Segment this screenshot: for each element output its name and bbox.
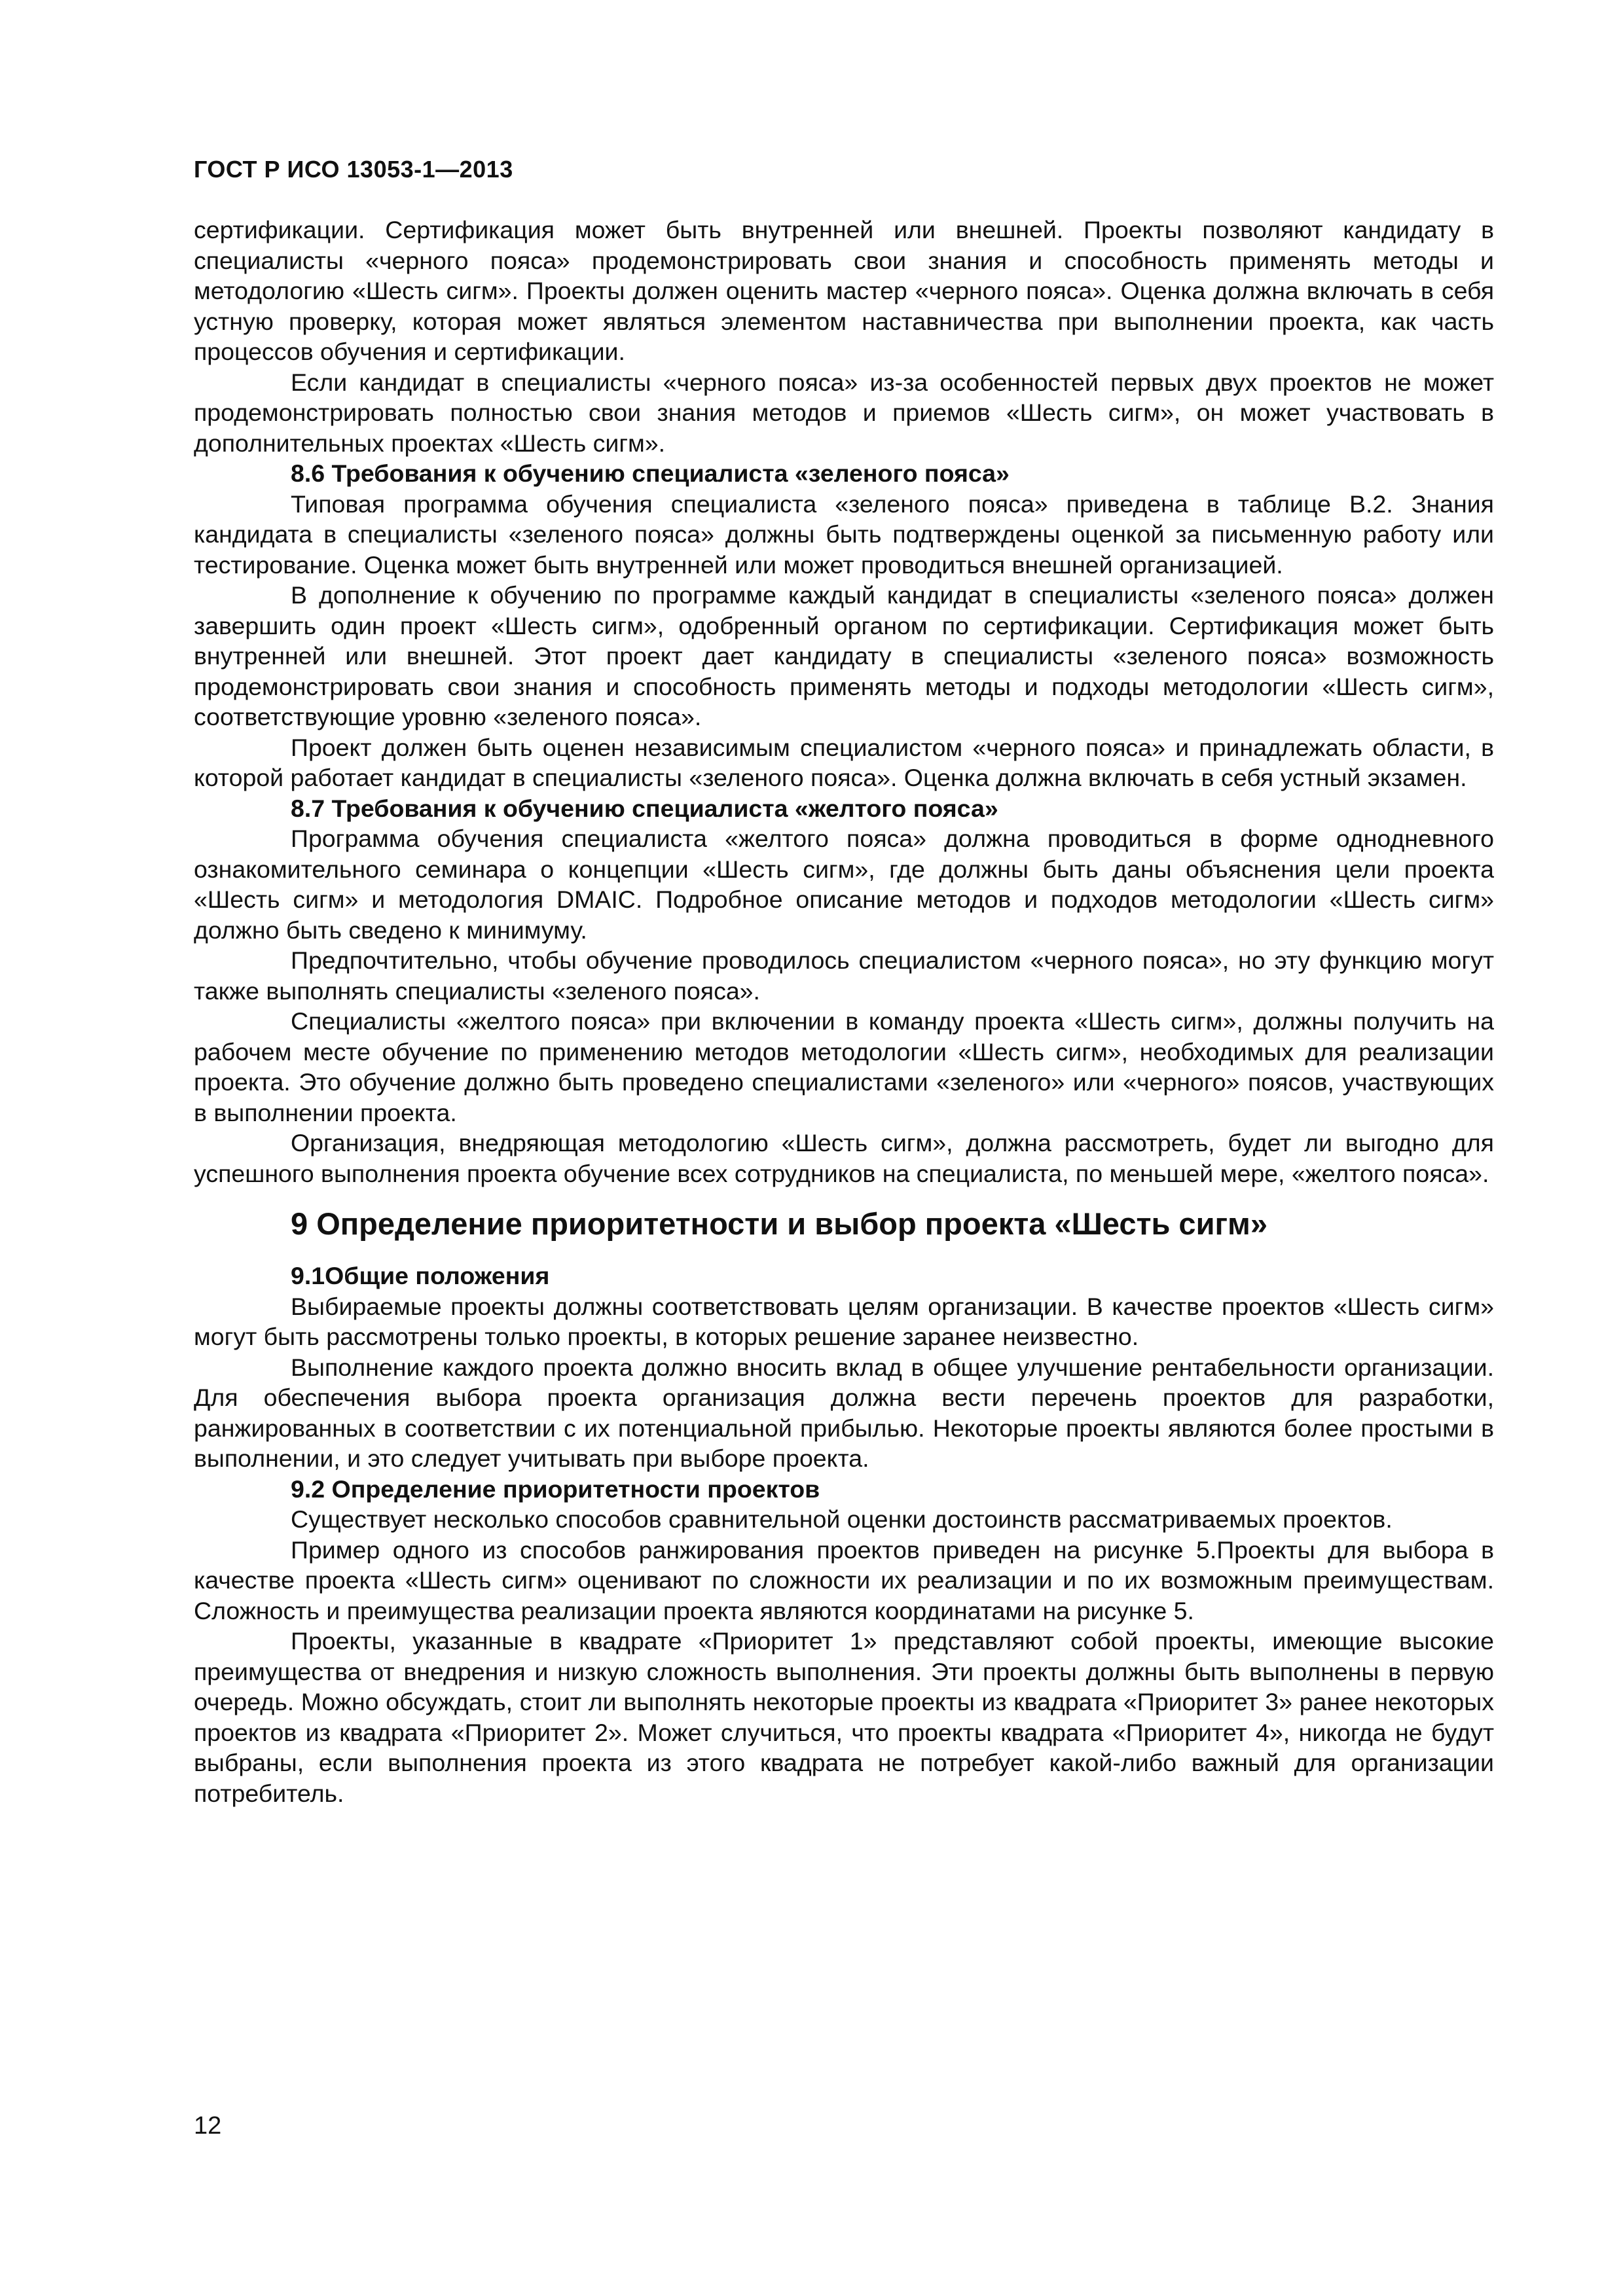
paragraph: Предпочтительно, чтобы обучение проводилось специалистом «черного пояса», но эту функцию могут также выполнять специалисты «зеленого пояса». (194, 946, 1494, 1005)
paragraph: Выбираемые проекты должны соответствовать целям организации. В качестве проектов «Шесть сигм» могут быть рассмотрены только проекты, в которых решение заранее неизвестно. (194, 1292, 1494, 1350)
paragraph: сертификации. Сертификация может быть внутренней или внешней. Проекты позволяют кандидату в специалисты «черного пояса» продемонстрировать свои знания и способность применять методы и методологию «Шесть сигм». Проекты должен оценить мастер «черного пояса». Оценка должна включать в себя устную проверку, которая может являться элементом наставничества при выполнении проекта, как часть процессов обучения и сертификации. (194, 216, 1494, 365)
paragraph: Организация, внедряющая методологию «Шесть сигм», должна рассмотреть, будет ли выгодно для успешного выполнения проекта обучение всех сотрудников на специалиста, по меньшей мере, «желтого пояса». (194, 1129, 1494, 1187)
section-heading-9-2: 9.2 Определение приоритетности проектов (291, 1475, 820, 1503)
page-content (194, 215, 1494, 1808)
section-heading-9-1: 9.1Общие положения (291, 1262, 550, 1289)
section-heading-8-7: 8.7 Требования к обучению специалиста «желтого пояса» (291, 794, 998, 822)
document-header: ГОСТ Р ИСО 13053-1—2013 (194, 156, 513, 183)
paragraph: Пример одного из способов ранжирования проектов приведен на рисунке 5.Проекты для выбора в качестве проекта «Шесть сигм» оценивают по сложности их реализации и по их возможным преимуществам. Сложность и преимущества реализации проекта являются координатами на рисунке 5. (194, 1535, 1494, 1624)
paragraph: Программа обучения специалиста «желтого пояса» должна проводиться в форме однодневного ознакомительного семинара о концепции «Шесть сигм», где должны быть даны объяснения цели проекта «Шесть сигм» и методология DMAIC. Подробное описание методов и подходов методологии «Шесть сигм» должно быть сведено к минимуму. (194, 825, 1494, 944)
paragraph: Специалисты «желтого пояса» при включении в команду проекта «Шесть сигм», должны получить на рабочем месте обучение по применению методов методологии «Шесть сигм», необходимых для реализации проекта. Это обучение должно быть проведено специалистами «зеленого» или «черного» поясов, участвующих в выполнении проекта. (194, 1007, 1494, 1126)
page-number: 12 (194, 2112, 222, 2140)
paragraph: Проект должен быть оценен независимым специалистом «черного пояса» и принадлежать области, в которой работает кандидат в специалисты «зеленого пояса». Оценка должна включать в себя устный экзамен. (194, 733, 1494, 791)
paragraph: В дополнение к обучению по программе каждый кандидат в специалисты «зеленого пояса» должен завершить один проект «Шесть сигм», одобренный органом по сертификации. Сертификация может быть внутренней или внешней. Этот проект дает кандидату в специалисты «зеленого пояса» возможность продемонстрировать свои знания и способность применять методы и подходы методологии «Шесть сигм», соответствующие уровню «зеленого пояса». (194, 581, 1494, 730)
paragraph: Существует несколько способов сравнительной оценки достоинств рассматриваемых проектов. (291, 1505, 1393, 1533)
paragraph: Выполнение каждого проекта должно вносить вклад в общее улучшение рентабельности организации. Для обеспечения выбора проекта организация должна вести перечень проектов для разработки, ранжированных в соответствии с их потенциальной прибылью. Некоторые проекты являются более простыми в выполнении, и это следует учитывать при выборе проекта. (194, 1353, 1494, 1472)
paragraph: Если кандидат в специалисты «черного пояса» из-за особенностей первых двух проектов не может продемонстрировать полностью свои знания методов и приемов «Шесть сигм», он может участвовать в дополнительных проектах «Шесть сигм». (194, 368, 1494, 457)
paragraph: Проекты, указанные в квадрате «Приоритет 1» представляют собой проекты, имеющие высокие преимущества от внедрения и низкую сложность выполнения. Эти проекты должны быть выполнены в первую очередь. Можно обсуждать, стоит ли выполнять некоторые проекты из квадрата «Приоритет 3» ранее некоторых проектов из квадрата «Приоритет 2». Может случиться, что проекты квадрата «Приоритет 4», никогда не будут выбраны, если выполнения проекта из этого квадрата не потребует какой-либо важный для организации потребитель. (194, 1627, 1494, 1807)
chapter-heading-9: 9 Определение приоритетности и выбор проекта «Шесть сигм» (291, 1206, 1267, 1241)
paragraph: Типовая программа обучения специалиста «зеленого пояса» приведена в таблице В.2. Знания кандидата в специалисты «зеленого пояса» должны быть подтверждены оценкой за письменную работу или тестирование. Оценка может быть внутренней или может проводиться внешней организацией. (194, 490, 1494, 579)
section-heading-8-6: 8.6 Требования к обучению специалиста «зеленого пояса» (291, 459, 1010, 487)
